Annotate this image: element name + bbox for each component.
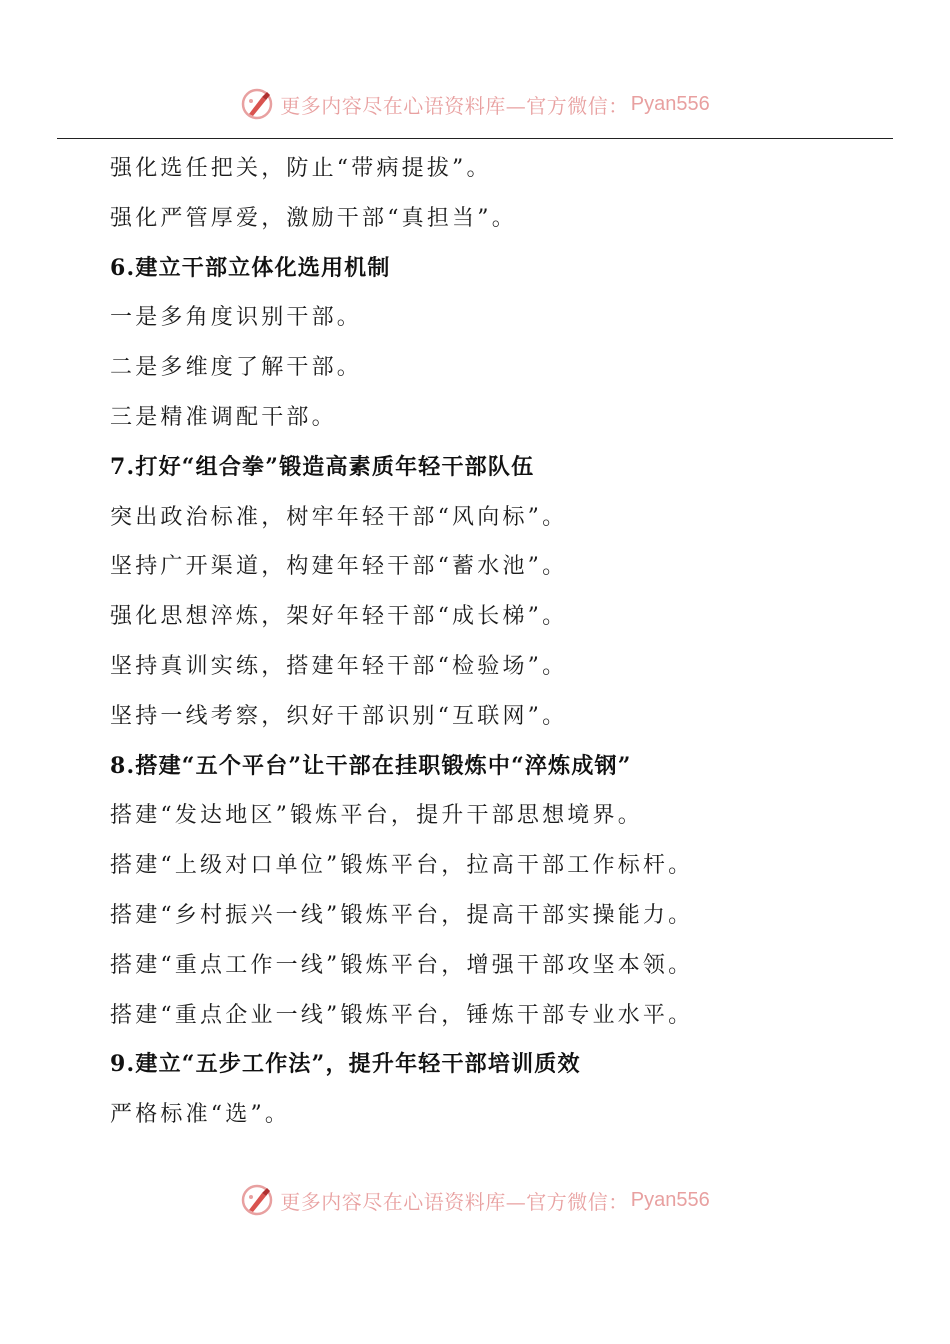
pen-nib-circle-icon [240, 87, 274, 121]
watermark-text: 更多内容尽在心语资料库—官方微信： [280, 1189, 629, 1214]
watermark-id: Pyan556 [630, 92, 710, 115]
footer-watermark [0, 1180, 950, 1220]
body-line: 一是多角度识别干部。 [110, 305, 363, 331]
pen-nib-circle-icon [240, 1183, 274, 1217]
section-heading: 7.打好“组合拳”锻造高素质年轻干部队伍 [110, 453, 535, 480]
section-heading: 9.建立“五步工作法”，提升年轻干部培训质效 [110, 1051, 581, 1078]
body-line: 强化思想淬炼，架好年轻干部“成长梯”。 [110, 604, 568, 630]
body-line: 搭建“乡村振兴一线”锻炼平台，提高干部实操能力。 [110, 902, 694, 928]
body-line: 强化选任把关，防止“带病提拔”。 [110, 156, 492, 181]
body-line: 坚持一线考察，织好干部识别“互联网”。 [110, 703, 568, 729]
body-line: 强化严管厚爱，激励干部“真担当”。 [110, 205, 517, 231]
body-line: 突出政治标准，树牢年轻干部“风向标”。 [110, 504, 568, 530]
body-line: 搭建“重点工作一线”锻炼平台，增强干部攻坚本领。 [110, 952, 694, 978]
body-line: 搭建“重点企业一线”锻炼平台，锤炼干部专业水平。 [110, 1002, 694, 1028]
section-heading: 8.搭建“五个平台”让干部在挂职锻炼中“淬炼成钢” [110, 752, 632, 779]
header-watermark [0, 84, 950, 124]
header-divider [57, 138, 893, 139]
body-line: 二是多维度了解干部。 [110, 355, 363, 381]
body-line: 坚持广开渠道，构建年轻干部“蓄水池”。 [110, 554, 568, 580]
body-line: 严格标准“选”。 [110, 1102, 291, 1128]
body-line: 搭建“发达地区”锻炼平台，提升干部思想境界。 [110, 803, 643, 829]
section-heading: 6.建立干部立体化选用机制 [110, 254, 391, 281]
document-body [110, 144, 890, 1140]
body-line: 坚持真训实练，搭建年轻干部“检验场”。 [110, 653, 568, 679]
watermark-id: Pyan556 [630, 1188, 710, 1211]
watermark-text: 更多内容尽在心语资料库—官方微信： [280, 93, 629, 118]
body-line: 搭建“上级对口单位”锻炼平台，拉高干部工作标杆。 [110, 853, 694, 879]
body-line: 三是精准调配干部。 [110, 404, 337, 430]
